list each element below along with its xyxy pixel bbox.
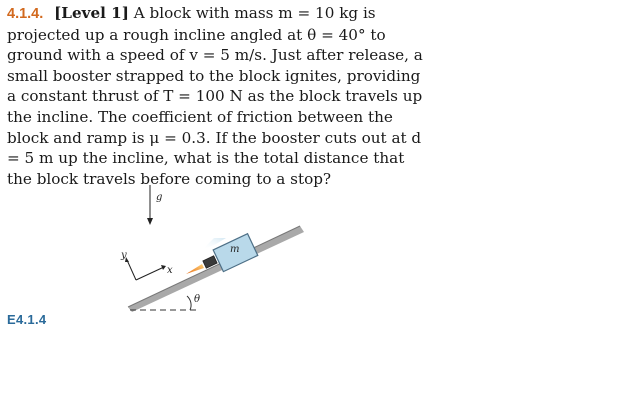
angle-arc — [187, 296, 191, 310]
y-axis-label: y — [121, 250, 127, 261]
problem-level: [Level 1] — [54, 4, 129, 22]
incline-diagram — [118, 180, 318, 325]
incline-figure — [118, 180, 318, 325]
gravity-arrowhead — [147, 218, 153, 225]
gravity-label: g — [156, 192, 163, 203]
problem-text — [7, 3, 427, 189]
x-axis-label: x — [167, 265, 173, 276]
angle-label: θ — [194, 294, 201, 305]
mass-label: m — [230, 244, 240, 255]
problem-number: 4.1.4. — [7, 6, 44, 22]
problem-body: A block with mass m = 10 kg is projected up a rough incline angled at θ = 40° to ground with a speed of v = 5 m/s. Just after release, a small booster strapped to the block ignites, providing a constant thrust of T = 100 N as the block travels up the incline. The coefficient of friction between the block and ramp is μ = 0.3. If the booster cuts out at d = 5 m up the incline, what is the total distance that the block travels before coming to a stop? — [7, 4, 423, 188]
figure-label: E4.1.4 — [7, 312, 47, 327]
x-axis — [136, 267, 164, 280]
y-axis — [127, 260, 136, 280]
